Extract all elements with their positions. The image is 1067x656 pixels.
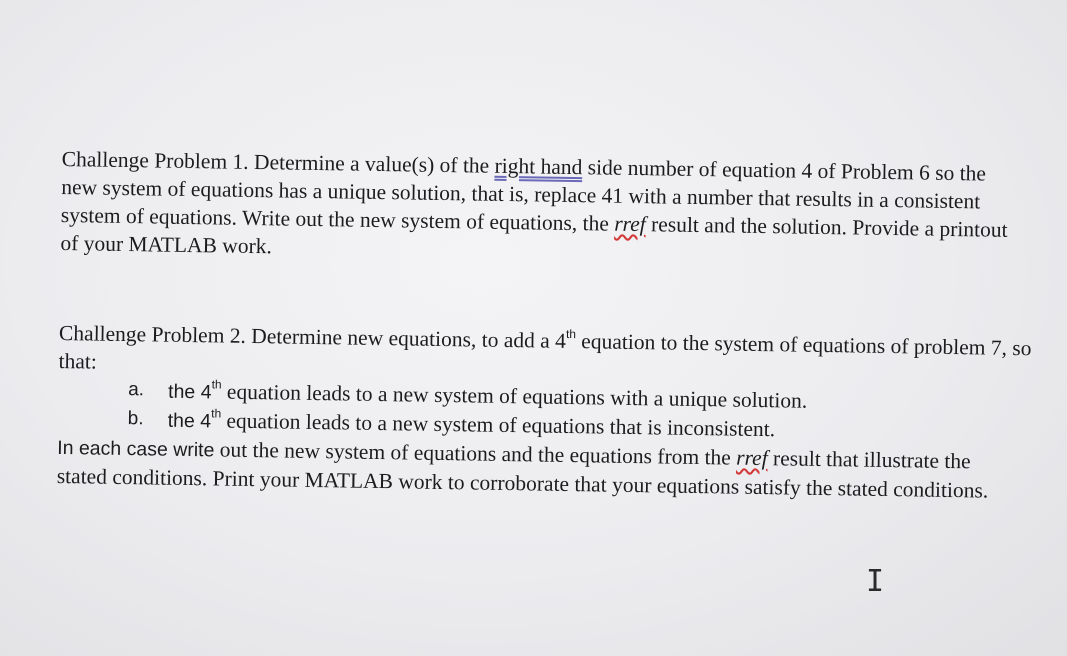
text-cursor-icon: I [866, 564, 885, 599]
document-body [57, 145, 1052, 506]
list-marker: a. [128, 379, 145, 401]
list-item-superscript: th [211, 406, 222, 421]
list-item-lead: the 4 [167, 409, 212, 433]
right-hand-grammar-flag: right hand [494, 153, 583, 180]
list-marker: b. [127, 408, 144, 430]
closing-lead: In each case write [57, 436, 215, 462]
challenge-problem-1 [60, 145, 1027, 272]
closing-text-b: result that illustrate the stated conditions. Print your MATLAB work to corroborate that your equations satisfy the stated conditions. [56, 446, 989, 503]
list-item-lead: the 4 [167, 380, 212, 404]
challenge1-text-a: Challenge Problem 1. Determine a value(s) of the [61, 146, 495, 178]
challenge1-text-b: side number of equation 4 of Problem 6 so the new system of equations has a unique solution, that is, replace 41 with a number that results in a consistent system of equations. Write out the new system of equations, the [60, 155, 987, 236]
rref-spelling-flag: rref [614, 211, 646, 237]
closing-text-a: out the new system of equations and the equations from the [214, 437, 737, 470]
challenge2-intro-a: Challenge Problem 2. Determine new equations, to add a 4 [58, 320, 567, 353]
list-item-text: equation leads to a new system of equations that is inconsistent. [220, 408, 776, 442]
list-item-text: equation leads to a new system of equations with a unique solution. [221, 379, 808, 413]
challenge1-text-c: result and the solution. Provide a printout of your MATLAB work. [60, 212, 1008, 259]
rref-spelling-flag-2: rref [736, 445, 768, 471]
challenge2-intro-superscript: th [565, 326, 577, 341]
challenge2-intro-b: equation to the system of equations of problem 7, so that: [58, 329, 1032, 374]
list-item-superscript: th [211, 377, 222, 392]
